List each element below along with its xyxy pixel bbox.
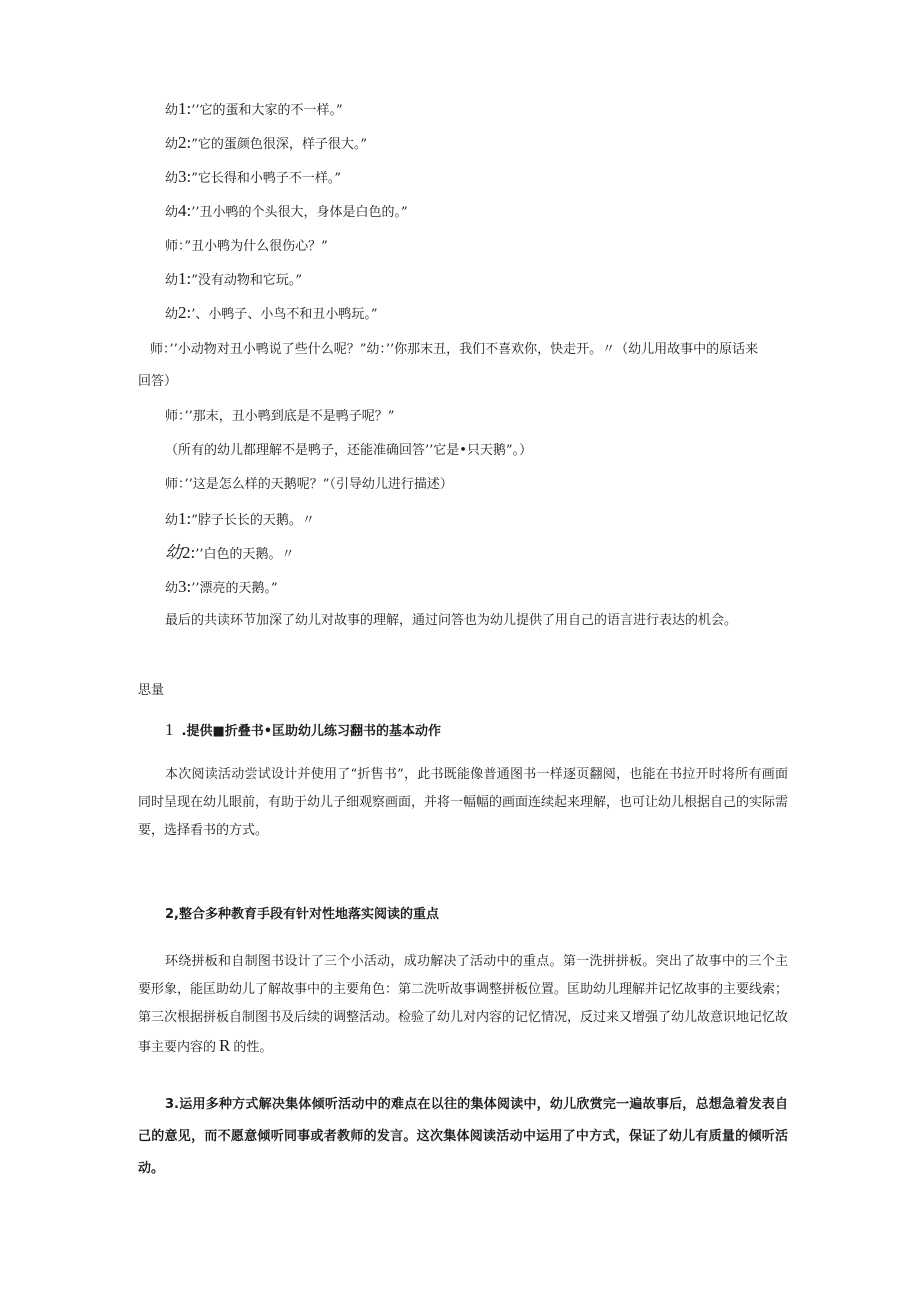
dialogue2-line-1: 幼1:”脖子长长的天鹅。〃 — [165, 509, 315, 528]
teacher-question-continuation: 回答） — [138, 374, 178, 389]
dialogue2-line-2: 幼2:’’白色的天鹅。〃 — [165, 543, 295, 562]
teacher-question-line: 师：’’小动物对丑小鸭说了些什么呢？”幼：’’你那末丑，我们不喜欢你，快走开。〃（幼儿用故事中的原话来 — [150, 342, 759, 357]
dialogue2-line-3: 幼3:’’漂亮的天鹅。” — [165, 577, 278, 596]
teacher-line-3: 师：’’这是怎么样的天鹅呢？”（引导幼儿进行描述） — [165, 477, 453, 492]
dialogue-line-7: 幼2:’、小鸭子、小鸟不和丑小鸭玩。” — [165, 303, 378, 322]
point-1-heading: 1 .提供■折叠书•匡助幼儿练习翻书的基本动作 — [165, 720, 442, 739]
point-3-paragraph: 3.运用多种方式解决集体倾听活动中的难点在以往的集体阅读中，幼儿欣赏完一遍故事后，总想急着发表自己的意见，而不愿意倾听同事或者教师的发言。这次集体阅读活动中运用了中方式，保证了幼儿有质量的倾听活动。 — [138, 1097, 788, 1176]
dialogue-line-3: 幼3:”它长得和小鸭子不一样。” — [165, 167, 342, 186]
point-2-heading: 2,整合多种教育手段有针对性地落实阅读的重点 — [165, 907, 439, 922]
dialogue-line-5: 师：”丑小鸭为什么很伤心？” — [165, 239, 328, 254]
point-2-body: 环绕拼板和自制图书设计了三个小活动，成功解决了活动中的重点。第一洗拼拼板。突出了故事中的三个主要形象，能匡助幼儿了解故事中的主要角色：第二洗听故事调整拼板位置。匡助幼儿理解并记忆故事的主要线索；第三次根据拼板自制图书及后续的调整活动。检验了幼儿对内容的记忆情况，反过来又增强了幼儿故意识地记忆故事主要内容的 R 的性。 — [138, 954, 789, 1055]
note-line: （所有的幼儿都理解不是鸭子，还能准确回答’’它是•只天鹅”。） — [165, 443, 533, 458]
summary-paragraph: 最后的共读环节加深了幼儿对故事的理解，通过问答也为幼儿提供了用自己的语言进行表达的机会。 — [165, 613, 738, 628]
teacher-line-2: 师：’’那末，丑小鸭到底是不是鸭子呢？” — [165, 409, 395, 424]
dialogue-line-6: 幼1:”没有动物和它玩。” — [165, 269, 303, 288]
dialogue-line-2: 幼2:”它的蛋颜色很深，样子很大。” — [165, 133, 368, 152]
section-title: 思量 — [138, 683, 165, 698]
dialogue-line-1: 幼1:’’它的蛋和大家的不一样。” — [165, 99, 343, 118]
point-1-body: 本次阅读活动尝试设计并使用了“折售书”，此书既能像普通图书一样逐页翻阅，也能在书拉开时将所有画面同时呈现在幼儿眼前，有助于幼儿子细观察画面，并将一幅幅的画面连续起来理解，也可让幼儿根据自己的实际需要，选择看书的方式。 — [138, 767, 789, 838]
dialogue-line-4: 幼4:’’丑小鸭的个头很大，身体是白色的。” — [165, 201, 408, 220]
